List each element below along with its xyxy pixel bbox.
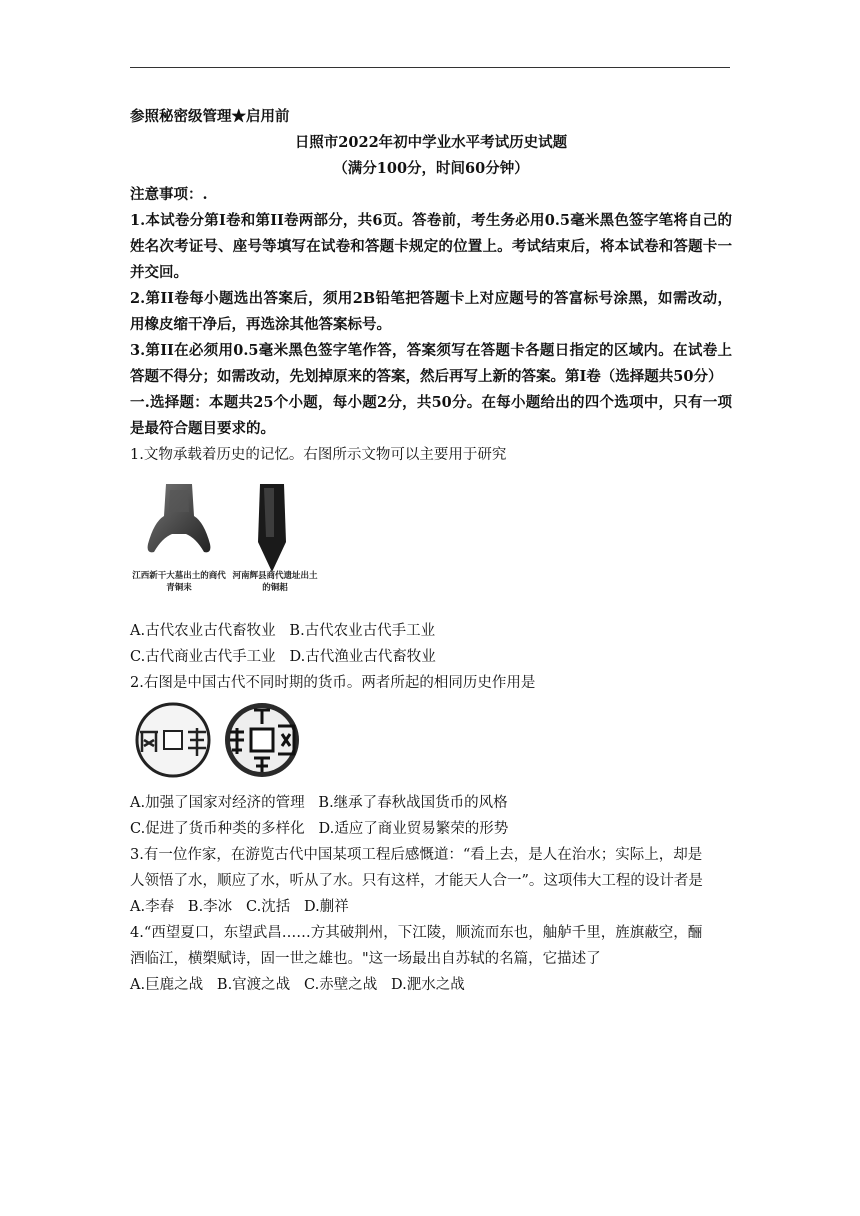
question-4-options-row (130, 972, 732, 998)
question-2-options-row-1 (130, 790, 732, 816)
question-3-option-d[interactable]: D.蒯祥 (304, 899, 349, 915)
notes-heading: 注意事项：. (130, 186, 208, 203)
question-1-caption-right: 河南辉县商代遗址出土的铜耜 (232, 571, 318, 593)
question-4-stem-line-1: 4.“西望夏口，东望武昌……方其破荆州，下江陵，顺流而东也，舳舻千里，旌旗蔽空，酾 (130, 925, 703, 941)
secret-label: 参照秘密级管理★启用前 (130, 108, 290, 125)
question-1-options-row-2 (130, 644, 732, 670)
question-1-option-d[interactable]: D.古代渔业古代畜牧业 (289, 649, 436, 665)
question-1-figure (130, 478, 732, 613)
question-4-stem-line-2: 酒临江，横槊赋诗，固一世之雄也。"这一场最出自苏轼的名篇，它描述了 (130, 951, 601, 967)
question-2-option-a[interactable]: A.加强了国家对经济的管理 (130, 795, 305, 811)
exam-page (130, 104, 732, 998)
question-3-stem-line-2: 人领悟了水，顺应了水，听从了水。只有这样，才能天人合一”。这项伟大工程的设计者是 (130, 873, 703, 889)
exam-subtitle: （满分100分，时间60分钟） (333, 160, 529, 177)
question-1-option-a[interactable]: A.古代农业古代畜牧业 (130, 623, 276, 639)
question-2-option-d[interactable]: D.适应了商业贸易繁荣的形势 (318, 821, 509, 837)
note-item-1: 1.本试卷分第Ⅰ卷和第II卷两部分，共6页。答卷前，考生务必用0.5毫米黑色签字笔将自己的姓名次考证号、座号等填写在试卷和答题卡规定的位置上。考试结束后，将本试卷和答题卡一并交回。 (130, 212, 732, 281)
question-4-option-d[interactable]: D.淝水之战 (391, 977, 465, 993)
note-item-3: 3.第II在必须用0.5毫米黑色签字笔作答，答案须写在答题卡各题日指定的区域内。在试卷上答题不得分；如需改动，先划掉原来的答案，然后再写上新的答案。第Ⅰ卷（选择题共50分） (130, 342, 732, 385)
banliang-coin-image (130, 702, 216, 778)
question-3-option-c[interactable]: C.沈括 (246, 899, 291, 915)
question-2-figure (130, 700, 732, 780)
header-rule (130, 67, 730, 68)
question-4-option-a[interactable]: A.巨鹿之战 (130, 977, 204, 993)
note-item-2: 2.第II卷每小题选出答案后，须用2B铅笔把答题卡上对应题号的答富标号涂黑，如需改动，用橡皮缩干净后，再选涂其他答案标号。 (130, 290, 732, 333)
question-2-option-b[interactable]: B.继承了春秋战国货币的风格 (318, 795, 508, 811)
question-1-options-row-1 (130, 618, 732, 644)
question-1-caption-left: 江西新干大墓出土的商代青铜耒 (132, 571, 226, 593)
question-3-stem-line-1: 3.有一位作家，在游览古代中国某项工程后感慨道：“看上去，是人在治水；实际上，却是 (130, 847, 703, 863)
question-4-option-c[interactable]: C.赤壁之战 (304, 977, 378, 993)
question-1-stem: 1.文物承载着历史的记忆。右图所示文物可以主要用于研究 (130, 447, 507, 463)
question-4-option-b[interactable]: B.官渡之战 (216, 977, 291, 993)
kaiyuan-coin-image (222, 700, 302, 780)
question-2-option-c[interactable]: C.促进了货币种类的多样化 (130, 821, 305, 837)
bronze-plow-image (144, 482, 214, 566)
question-2-stem: 2.右图是中国古代不同时期的货币。两者所起的相同历史作用是 (130, 675, 536, 691)
exam-title: 日照市2022年初中学业水平考试历史试题 (294, 134, 568, 151)
question-1-option-b[interactable]: B.古代农业古代手工业 (289, 623, 436, 639)
bronze-spade-image (254, 482, 290, 574)
question-3-option-a[interactable]: A.李春 (130, 899, 175, 915)
section-heading: 一.选择题：本题共25个小题，每小题2分，共50分。在每小题给出的四个选项中，只有一项是最符合题目要求的。 (130, 394, 732, 437)
question-1-option-c[interactable]: C.古代商业古代手工业 (130, 649, 276, 665)
question-2-options-row-2 (130, 816, 732, 842)
question-3-option-b[interactable]: B.李冰 (187, 899, 233, 915)
question-3-options-row (130, 894, 732, 920)
